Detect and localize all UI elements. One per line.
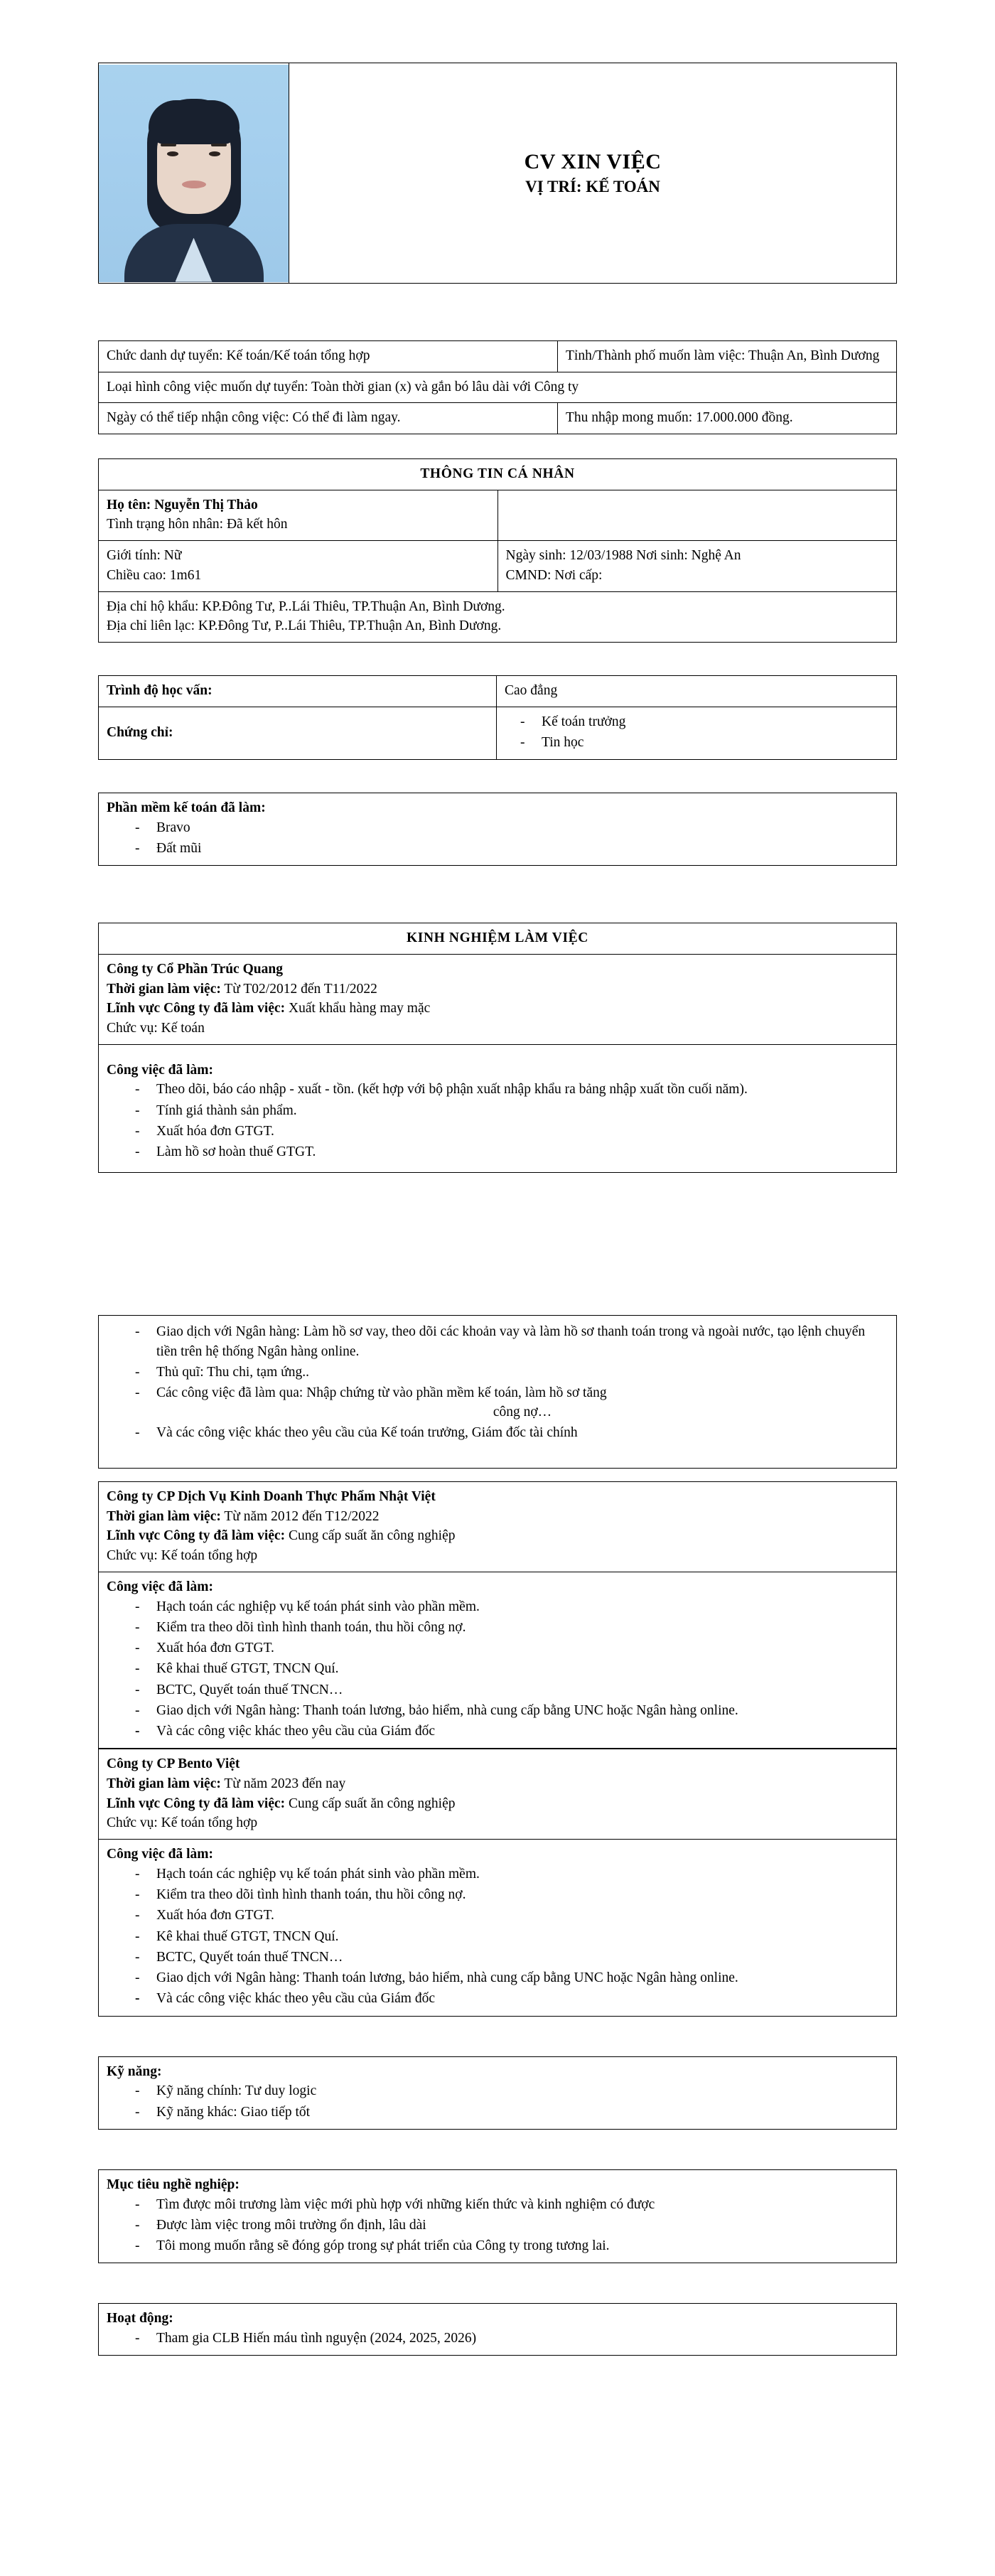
table-row <box>99 403 897 434</box>
accounting-software-table <box>98 793 897 866</box>
job-1-period <box>107 980 888 999</box>
addresses-cell <box>99 591 897 642</box>
table-row <box>99 675 897 707</box>
list-item <box>135 1383 888 1422</box>
household-address-value: Địa chỉ hộ khẩu: KP.Đông Tư, P..Lái Thiêu, TP.Thuận An, Bình Dương. <box>107 599 505 614</box>
education-level-label: Trình độ học vấn: <box>99 675 497 707</box>
job-3-summary-cell <box>99 1749 897 1840</box>
career-objective-table <box>98 2169 897 2263</box>
marital-status-value: Tình trạng hôn nhân: Đã kết hôn <box>107 517 288 532</box>
activities-list <box>107 2329 888 2349</box>
document-header <box>0 0 995 284</box>
job-3-company: Công ty CP Bento Việt <box>107 1756 240 1772</box>
list-item: - Tính giá thành sản phẩm. <box>135 1101 888 1121</box>
job-3-field-label: Lĩnh vực Công ty đã làm việc: <box>107 1796 286 1811</box>
job-1-role: Chức vụ: Kế toán <box>107 1021 205 1036</box>
certificates-label: Chứng chỉ: <box>99 707 497 760</box>
activities-cell <box>99 2304 897 2356</box>
table-row <box>99 2304 897 2356</box>
experience-table-job-3 <box>98 1749 897 2016</box>
activities-title: Hoạt động: <box>107 2311 173 2327</box>
table-row <box>99 372 897 403</box>
list-item: - Tham gia CLB Hiến máu tình nguyện (2024, 2025, 2026) <box>135 2329 888 2349</box>
job-1-summary-cell <box>99 955 897 1045</box>
page-subtitle: VỊ TRÍ: KẾ TOÁN <box>525 178 660 196</box>
job-type-cell: Loại hình công việc muốn dự tuyển: Toàn thời gian (x) và gắn bó lâu dài với Công ty <box>99 372 897 403</box>
table-row <box>99 2056 897 2129</box>
list-item: - Giao dịch với Ngân hàng: Thanh toán lương, bảo hiểm, nhà cung cấp bằng UNC hoặc Ngân hàng online. <box>135 1701 888 1721</box>
full-name-label: Họ tên: <box>107 497 151 512</box>
table-row <box>99 341 897 372</box>
duty-text: Và các công việc khác theo yêu cầu của Giám đốc <box>156 1724 435 1739</box>
list-item: - Hạch toán các nghiệp vụ kế toán phát sinh vào phần mềm. <box>135 1864 888 1884</box>
full-name-value: Nguyễn Thị Thảo <box>154 497 258 512</box>
skills-list <box>107 2081 888 2122</box>
objective-list <box>107 2195 888 2257</box>
available-date-cell: Ngày có thể tiếp nhận công việc: Có thể đi làm ngay. <box>99 403 558 434</box>
list-item: - Kỹ năng khác: Giao tiếp tốt <box>135 2103 888 2122</box>
job-3-field-value: Cung cấp suất ăn công nghiệp <box>289 1796 456 1811</box>
skills-table <box>98 2056 897 2130</box>
job-2-field-label: Lĩnh vực Công ty đã làm việc: <box>107 1528 286 1544</box>
location-preference-cell: Tỉnh/Thành phố muốn làm việc: Thuận An, Bình Dương <box>558 341 897 372</box>
list-item: - BCTC, Quyết toán thuế TNCN… <box>135 1680 888 1700</box>
software-title: Phần mềm kế toán đã làm: <box>107 800 266 816</box>
personal-info-section-title: THÔNG TIN CÁ NHÂN <box>99 459 897 490</box>
height-value: Chiều cao: 1m61 <box>107 567 202 583</box>
certificates-cell <box>497 707 897 760</box>
duty-centered-fragment: công nợ… <box>493 1404 552 1420</box>
experience-section-title: KINH NGHIỆM LÀM VIỆC <box>99 923 897 955</box>
list-item: - Xuất hóa đơn GTGT. <box>135 1638 888 1658</box>
job-1-company: Công ty Cổ Phần Trúc Quang <box>107 962 283 977</box>
duty-text: Các công việc đã làm qua: Nhập chứng từ vào phần mềm kế toán, làm hồ sơ tăng <box>156 1385 607 1401</box>
job-3-duties-cell <box>99 1840 897 2017</box>
personal-information-table <box>98 458 897 643</box>
education-level-value: Cao đẳng <box>497 675 897 707</box>
applicant-photo-cell <box>99 63 289 284</box>
job-2-duties-cell <box>99 1572 897 1749</box>
table-row <box>99 793 897 866</box>
personal-info-empty-cell <box>498 490 897 540</box>
job-1-period-label: Thời gian làm việc: <box>107 981 221 997</box>
table-row <box>99 541 897 591</box>
software-list <box>107 818 888 859</box>
contact-address-value: Địa chỉ liên lạc: KP.Đông Tư, P..Lái Thiêu, TP.Thuận An, Bình Dương. <box>107 618 502 634</box>
job-1-field-value: Xuất khẩu hàng may mặc <box>289 1001 431 1016</box>
list-item: - Tin học <box>520 733 888 753</box>
page-title: CV XIN VIỆC <box>524 149 662 173</box>
table-row <box>99 1482 897 1572</box>
table-row <box>99 1044 897 1172</box>
skills-title: Kỹ năng: <box>107 2064 162 2079</box>
job-3-duties-list <box>107 1864 888 2009</box>
job-1-period-value: Từ T02/2012 đến T11/2022 <box>224 981 377 997</box>
full-name-line <box>107 495 490 515</box>
table-row <box>99 1572 897 1749</box>
job-2-field-value: Cung cấp suất ăn công nghiệp <box>289 1528 456 1544</box>
experience-table-job-1 <box>98 923 897 1172</box>
job-3-period <box>107 1774 888 1794</box>
list-item: - Kê khai thuế GTGT, TNCN Quí. <box>135 1927 888 1947</box>
birth-id-cell <box>498 541 897 591</box>
job-1-field <box>107 999 888 1019</box>
job-3-field <box>107 1794 888 1814</box>
table-row <box>99 955 897 1045</box>
list-item: - Xuất hóa đơn GTGT. <box>135 1122 888 1142</box>
list-item <box>135 1722 888 1742</box>
job-1-duties-continued-list <box>107 1322 888 1444</box>
job-1-field-label: Lĩnh vực Công ty đã làm việc: <box>107 1001 286 1016</box>
list-item: - Xuất hóa đơn GTGT. <box>135 1906 888 1926</box>
job-1-duties-continued-cell <box>99 1315 897 1469</box>
objective-title: Mục tiêu nghề nghiệp: <box>107 2177 240 2192</box>
experience-table-job-2 <box>98 1481 897 1749</box>
job-3-period-value: Từ năm 2023 đến nay <box>224 1776 346 1792</box>
job-2-field <box>107 1526 888 1546</box>
education-table <box>98 675 897 760</box>
job-1-duties-label: Công việc đã làm: <box>107 1062 214 1078</box>
expected-salary-cell: Thu nhập mong muốn: 17.000.000 đồng. <box>558 403 897 434</box>
position-applied-cell: Chức danh dự tuyển: Kế toán/Kế toán tổng hợp <box>99 341 558 372</box>
gender-height-cell <box>99 541 498 591</box>
list-item: - Kiểm tra theo dõi tình hình thanh toán, thu hồi công nợ. <box>135 1885 888 1905</box>
birth-info-value: Ngày sinh: 12/03/1988 Nơi sinh: Nghệ An <box>505 548 741 564</box>
portrait-photo-icon <box>99 65 289 282</box>
job-2-company: Công ty CP Dịch Vụ Kinh Doanh Thực Phẩm Nhật Việt <box>107 1489 436 1505</box>
list-item <box>135 1989 888 2009</box>
application-criteria-table <box>98 340 897 434</box>
table-row <box>99 1840 897 2017</box>
document-title-cell <box>289 63 897 284</box>
list-item: - Hạch toán các nghiệp vụ kế toán phát sinh vào phần mềm. <box>135 1597 888 1617</box>
job-2-duties-list <box>107 1597 888 1742</box>
objective-cell <box>99 2169 897 2263</box>
table-row <box>99 2169 897 2263</box>
job-2-role: Chức vụ: Kế toán tổng hợp <box>107 1548 258 1564</box>
table-row <box>99 459 897 490</box>
list-item: - Thủ quĩ: Thu chi, tạm ứng.. <box>135 1363 888 1383</box>
job-2-period-label: Thời gian làm việc: <box>107 1508 221 1524</box>
list-item: - Bravo <box>135 818 888 838</box>
experience-table-job-1-continued <box>98 1315 897 1469</box>
list-item: - Tìm được môi trương làm việc mới phù hợp với những kiến thức và kinh nghiệm có được <box>135 2195 888 2215</box>
list-item: - Được làm việc trong môi trường ổn định, lâu dài <box>135 2216 888 2236</box>
job-1-duties-list <box>107 1080 888 1162</box>
table-row <box>99 1749 897 1840</box>
skills-cell <box>99 2056 897 2129</box>
list-item: - Làm hồ sơ hoàn thuế GTGT. <box>135 1142 888 1162</box>
header-table <box>98 63 897 284</box>
gender-value: Giới tính: Nữ <box>107 548 182 564</box>
list-item: - Kiểm tra theo dõi tình hình thanh toán, thu hồi công nợ. <box>135 1618 888 1638</box>
table-row <box>99 591 897 642</box>
list-item: - Kế toán trưởng <box>520 712 888 732</box>
activities-table <box>98 2303 897 2356</box>
duty-text: Và các công việc khác theo yêu cầu của Giám đốc <box>156 1991 435 2007</box>
list-item: - Giao dịch với Ngân hàng: Thanh toán lương, bảo hiểm, nhà cung cấp bằng UNC hoặc Ngân hàng online. <box>135 1968 888 1988</box>
job-3-duties-label: Công việc đã làm: <box>107 1847 214 1862</box>
job-2-summary-cell <box>99 1482 897 1572</box>
list-item: - Giao dịch với Ngân hàng: Làm hồ sơ vay, theo dõi các khoản vay và làm hồ sơ thanh toán trong và ngoài nước, tạo lệnh chuyển tiền trên hệ thống Ngân hàng online. <box>135 1322 888 1363</box>
job-1-duties-cell <box>99 1044 897 1172</box>
list-item: - Và các công việc khác theo yêu cầu của Kế toán trưởng, Giám đốc tài chính <box>135 1423 888 1443</box>
job-3-role: Chức vụ: Kế toán tổng hợp <box>107 1815 258 1831</box>
table-row <box>99 707 897 760</box>
list-item: - Kỹ năng chính: Tư duy logic <box>135 2081 888 2101</box>
job-3-period-label: Thời gian làm việc: <box>107 1776 221 1792</box>
id-info-value: CMND: Nơi cấp: <box>505 567 603 583</box>
table-row <box>99 490 897 540</box>
job-2-period <box>107 1507 888 1527</box>
list-item: - Kê khai thuế GTGT, TNCN Quí. <box>135 1659 888 1679</box>
page-break-gap <box>0 1173 995 1315</box>
table-row <box>99 923 897 955</box>
software-cell <box>99 793 897 866</box>
list-item: - BCTC, Quyết toán thuế TNCN… <box>135 1948 888 1968</box>
certificates-list <box>505 712 888 753</box>
job-2-duties-label: Công việc đã làm: <box>107 1579 214 1594</box>
table-row <box>99 1315 897 1469</box>
list-item: - Tôi mong muốn rằng sẽ đóng góp trong sự phát triển của Công ty trong tương lai. <box>135 2236 888 2256</box>
name-and-marital-cell <box>99 490 498 540</box>
list-item: - Theo dõi, báo cáo nhập - xuất - tồn. (kết hợp với bộ phận xuất nhập khẩu ra bảng nhập xuất tồn cuối năm). <box>135 1080 888 1100</box>
list-item: - Đất mũi <box>135 839 888 859</box>
job-2-period-value: Từ năm 2012 đến T12/2022 <box>224 1508 380 1524</box>
